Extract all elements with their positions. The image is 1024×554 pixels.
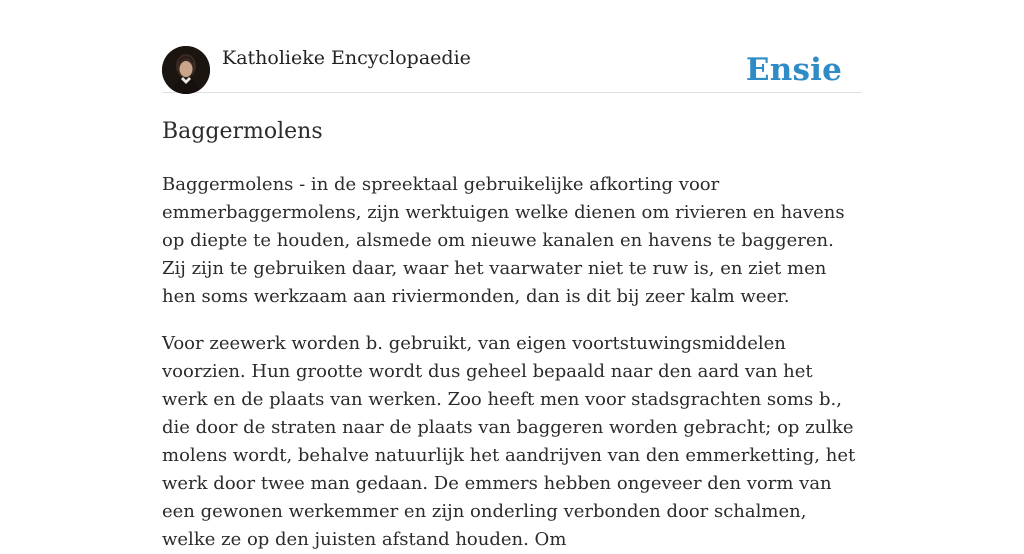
portrait-icon — [162, 46, 210, 94]
article-title: Baggermolens — [162, 119, 323, 144]
article-body — [162, 171, 862, 554]
source-name[interactable]: Katholieke Encyclopaedie — [222, 47, 471, 69]
article-page — [162, 0, 862, 554]
paragraph: Baggermolens - in de spreektaal gebruikelijke afkorting voor emmerbaggermolens, zijn werktuigen welke dienen om rivieren en havens op diepte te houden, alsmede om nieuwe kanalen en havens te baggeren. Zij zijn te gebruiken daar, waar het vaarwater niet te ruw is, en ziet men hen soms werkzaam aan riviermonden, dan is dit bij zeer kalm weer. — [162, 174, 845, 307]
portrait-avatar[interactable] — [162, 46, 210, 94]
brand-logo[interactable]: Ensie — [745, 52, 842, 88]
paragraph: Voor zeewerk worden b. gebruikt, van eigen voortstuwingsmiddelen voorzien. Hun grootte wordt dus geheel bepaald naar den aard van het werk en de plaats van werken. Zoo heeft men voor stadsgrachten soms b., die door de straten naar de plaats van baggeren worden gebracht; op zulke molens wordt, behalve natuurlijk het aandrijven van den emmerketting, het werk door twee man gedaan. De emmers hebben ongeveer den vorm van een gewonen werkemmer en zijn onderling verbonden door schalmen, welke ze op den juisten afstand houden. Om — [162, 333, 856, 550]
header — [162, 0, 862, 93]
